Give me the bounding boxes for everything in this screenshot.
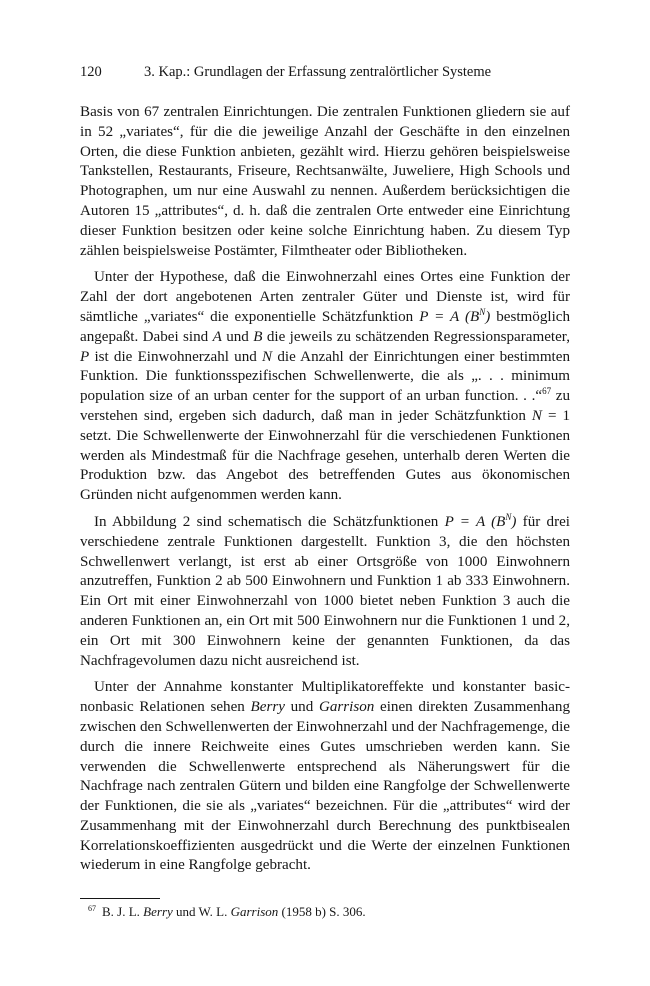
body-text (80, 103, 570, 876)
author-name: Garrison (318, 699, 375, 716)
formula-estimation-function: P = A $(B^N)$ (419, 306, 491, 325)
paragraph-3: In Abbildung 2 sind schematisch die Schätzfunktionen P = A $(B^N)$ für drei verschiedene zentrale Funktionen dargestellt. Funktion 3, die den höchsten Schwellenwert verlangt, ist erst ab einer Ortsgröße von 1000 Einwohnern anzutreffen, Funktion 2 ab 500 Einwohnern und Funktion 1 ab 333 Einwohnern. Ein Ort mit einer Einwohnerzahl von 1000 bietet neben Funktion 3 auch die anderen Funktionen an, ein Ort mit 500 Einwohnern nur die Funktionen 1 und 2, ein Ort mit 300 Einwohnern keine der genannten Funktionen, da das Nachfragevolumen dazu nicht ausreichend ist. (80, 511, 570, 669)
footnote-reference: 67 (542, 386, 552, 397)
running-title: 3. Kap.: Grundlagen der Erfassung zentralörtlicher Systeme (144, 64, 492, 80)
author-name: Garrison (230, 904, 279, 919)
author-name: Berry (250, 699, 285, 716)
footnote-divider (80, 898, 160, 899)
paragraph-4: Unter der Annahme konstanter Multiplikatoreffekte und konstanter basic-nonbasic Relationen sehen Berry und Garrison einen direkten Zusammenhang zwischen den Schwellenwerten der Einwohnerzahl und der Nachfragemenge, die durch die innere Reichweite eines Gutes umschrieben werden kann. Sie verwenden die Schwellenwerte entsprechend als Näherungswert für die Nachfrage nach zentralen Gütern und bilden eine Rangfolge der Schwellenwerte der Funktionen, die sie als „variates“ bezeichnen. Für die „attributes“ wird der Zusammenhang mit der Einwohnerzahl durch Berechnung des punktbisealen Korrelationskoeffizienten ausgedrückt und die Werte der einzelnen Funktionen wiederum in eine Rangfolge gebracht. (80, 679, 570, 874)
formula-estimation-function: P = A $(B^N)$ (444, 511, 517, 530)
author-name: Berry (143, 904, 173, 919)
paragraph-2: Unter der Hypothese, daß die Einwohnerzahl eines Ortes eine Funktion der Zahl der dort angebotenen Arten zentraler Güter und Dienste ist, wird für sämtliche „variates“ die exponentielle Schätzfunktion P = A $(B^N)$ bestmöglich angepaßt. Dabei sind A und B die jeweils zu schätzenden Regressionsparameter, P ist die Einwohnerzahl und N die Anzahl der Einrichtungen einer bestimmten Funktion. Die funktionsspezifischen Schwellenwerte, die als „. . . minimum population size of an urban center for the support of an urban function. . .“$^{67}$ zu verstehen sind, ergeben sich dadurch, daß man in jeder Schätzfunktion N = 1 setzt. Die Schwellenwerte der Einwohnerzahl für die verschiedenen Funktionen werden als Mindestmaß für die Nachfrage gesehen, unterhalb deren Werten die Produktion bzw. das Angebot des betreffenden Gutes aus ökonomischen Gründen nicht aufgenommen werden kann. (80, 269, 571, 504)
page-number: 120 (80, 64, 102, 80)
footnote: $^{67}$ B. J. L. Berry und W. L. Garrison (1958 b) S. 306. (88, 904, 366, 919)
running-header (80, 63, 570, 81)
paragraph-1: Basis von 67 zentralen Einrichtungen. Die zentralen Funktionen gliedern sie auf in 52 „variates“, für die die jeweilige Anzahl der Geschäfte in den einzelnen Orten, die diese Funktion anbieten, gezählt wird. Hierzu gehören beispielsweise Tankstellen, Restaurants, Friseure, Rechtsanwälte, Juweliere, High Schools und Photographen, um nur eine Auswahl zu nennen. Außerdem berücksichtigen die Autoren 15 „attributes“, d. h. daß die zentralen Orte entweder eine Einrichtung dieser Funktion besitzen oder keine solche Einrichtung haben. Zu diesem Typ zählen beispielsweise Postämter, Filmtheater oder Bibliotheken. (80, 104, 570, 259)
footnote-mark: 67 (88, 904, 96, 913)
